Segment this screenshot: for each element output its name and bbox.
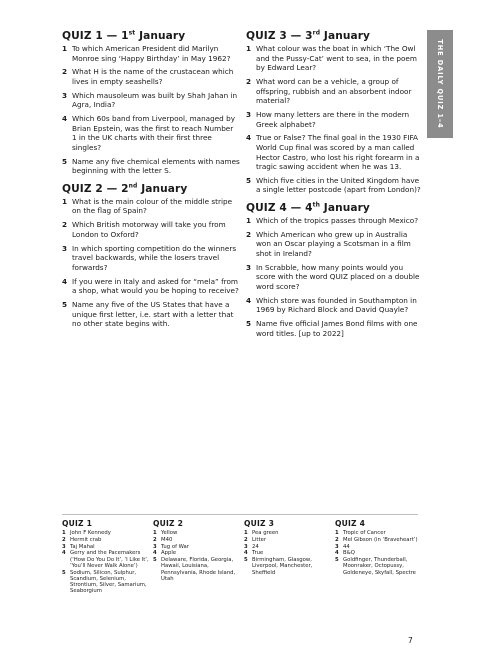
question: 3 How many letters are there in the modern Greek alphabet? xyxy=(246,109,410,129)
quiz-1 xyxy=(62,30,240,176)
answer: 4 Gerry and the Pacemakers (‘How Do You Do It’, ‘I Like It’, ‘You’ll Never Walk Alone’) xyxy=(62,550,149,569)
answer: 5 Delaware, Florida, Georgia, Hawaii, Louisiana, Pennsylvania, Rhode Island, Utah xyxy=(153,557,236,582)
question: 5 Name any five chemical elements with names beginning with the letter S. xyxy=(62,156,240,176)
answer: 1 Pea green xyxy=(244,530,279,536)
question: 3 In which sporting competition do the winners travel backwards, while the losers travel forwards? xyxy=(62,243,237,272)
left-column xyxy=(62,30,240,336)
question: 3 Which mausoleum was built by Shah Jahan in Agra, India? xyxy=(62,90,238,110)
right-column xyxy=(246,30,424,345)
question: 1 To which American President did Marilyn Monroe sing ‘Happy Birthday’ in May 1962? xyxy=(62,44,231,63)
answer: 5 Goldfinger, Thunderball, Moonraker, Octopussy, Goldeneye, Skyfall, Spectre xyxy=(335,557,416,576)
question: 5 Name any five of the US States that have a unique first letter, i.e. start with a letter that no other state begins with. xyxy=(62,299,234,329)
quiz-2 xyxy=(62,183,240,329)
question: 2 What H is the name of the crustacean which lives in empty seashells? xyxy=(62,67,234,86)
quiz-title: QUIZ 4 — 4th January xyxy=(246,201,370,215)
answers-title: QUIZ 3 xyxy=(244,519,275,528)
quiz-4 xyxy=(246,202,424,338)
answer: 3 Taj Mahal xyxy=(62,543,95,550)
answer: 4 True xyxy=(244,550,264,557)
answers-quiz-2 xyxy=(153,519,241,583)
answer: 5 Birmingham, Glasgow, Liverpool, Manchester, Sheffield xyxy=(244,557,313,576)
question: 4 If you were in Italy and asked for “mela” from a shop, what would you be hoping to receive? xyxy=(62,276,239,296)
question: 5 Name five official James Bond films with one word titles. [up to 2022] xyxy=(246,319,418,338)
answer: 1 Yellow xyxy=(153,530,178,536)
answers-quiz-1 xyxy=(62,519,150,595)
quiz-title: QUIZ 1 — 1st January xyxy=(62,29,186,42)
answer: 5 Sodium, Silicon, Sulphur, Scandium, Selenium, Strontium, Silver, Samarium, Seaborgium xyxy=(62,569,147,595)
question: 1 What colour was the boat in which ‘The Owl and the Pussy-Cat’ went to sea, in the poem by Edward Lear? xyxy=(246,44,417,73)
answer: 1 Tropic of Cancer xyxy=(335,530,386,536)
answers-title: QUIZ 2 xyxy=(153,519,184,528)
answer: 2 Mel Gibson (in ‘Braveheart’) xyxy=(335,536,418,543)
answer: 4 B&Q xyxy=(335,550,355,557)
question: 5 Which five cities in the United Kingdom have a single letter postcode (apart from London)? xyxy=(246,175,421,195)
answers-quiz-3 xyxy=(244,519,332,576)
section-side-tab xyxy=(427,30,453,138)
question: 2 What word can be a vehicle, a group of offspring, rubbish and an absorbent indoor material? xyxy=(246,76,412,106)
question: 1 Which of the tropics passes through Mexico? xyxy=(246,216,419,226)
quiz-3 xyxy=(246,30,424,195)
answer: 1 John F Kennedy xyxy=(62,530,111,536)
question: 2 Which British motorway will take you from London to Oxford? xyxy=(62,220,226,239)
answer: 3 Tug of War xyxy=(153,543,189,550)
page-number: 7 xyxy=(408,636,413,645)
answers-quiz-4 xyxy=(335,519,423,576)
side-tab-label: THE DAILY QUIZ 1–4 xyxy=(436,39,444,129)
answer: 2 Litter xyxy=(244,536,267,543)
question: 1 What is the main colour of the middle stripe on the flag of Spain? xyxy=(62,196,233,216)
answer: 2 M40 xyxy=(153,536,173,543)
answer: 3 24 xyxy=(244,543,259,550)
answers-title: QUIZ 1 xyxy=(62,519,93,528)
question: 2 Which American who grew up in Australia won an Oscar playing a Scotsman in a film shot in Ireland? xyxy=(246,229,411,259)
question: 4 True or False? The final goal in the 1930 FIFA World Cup final was scored by a man called Hector Castro, who lost his right forearm in a tragic sawing accident when he was 13. xyxy=(246,133,420,172)
answer: 4 Apple xyxy=(153,550,177,557)
answers-divider xyxy=(62,514,418,515)
answer: 3 44 xyxy=(335,543,350,550)
question: 4 Which 60s band from Liverpool, managed by Brian Epstein, was the first to reach Number 1 in the UK charts with their first three singles? xyxy=(62,114,235,152)
question: 3 In Scrabble, how many points would you score with the word QUIZ placed on a double word score? xyxy=(246,262,420,291)
quiz-title: QUIZ 3 — 3rd January xyxy=(246,29,371,42)
answer: 2 Hermit crab xyxy=(62,536,102,543)
quiz-title: QUIZ 2 — 2nd January xyxy=(62,182,188,195)
question: 4 Which store was founded in Southampton in 1969 by Richard Block and David Quayle? xyxy=(246,295,417,315)
answers-title: QUIZ 4 xyxy=(335,519,366,528)
